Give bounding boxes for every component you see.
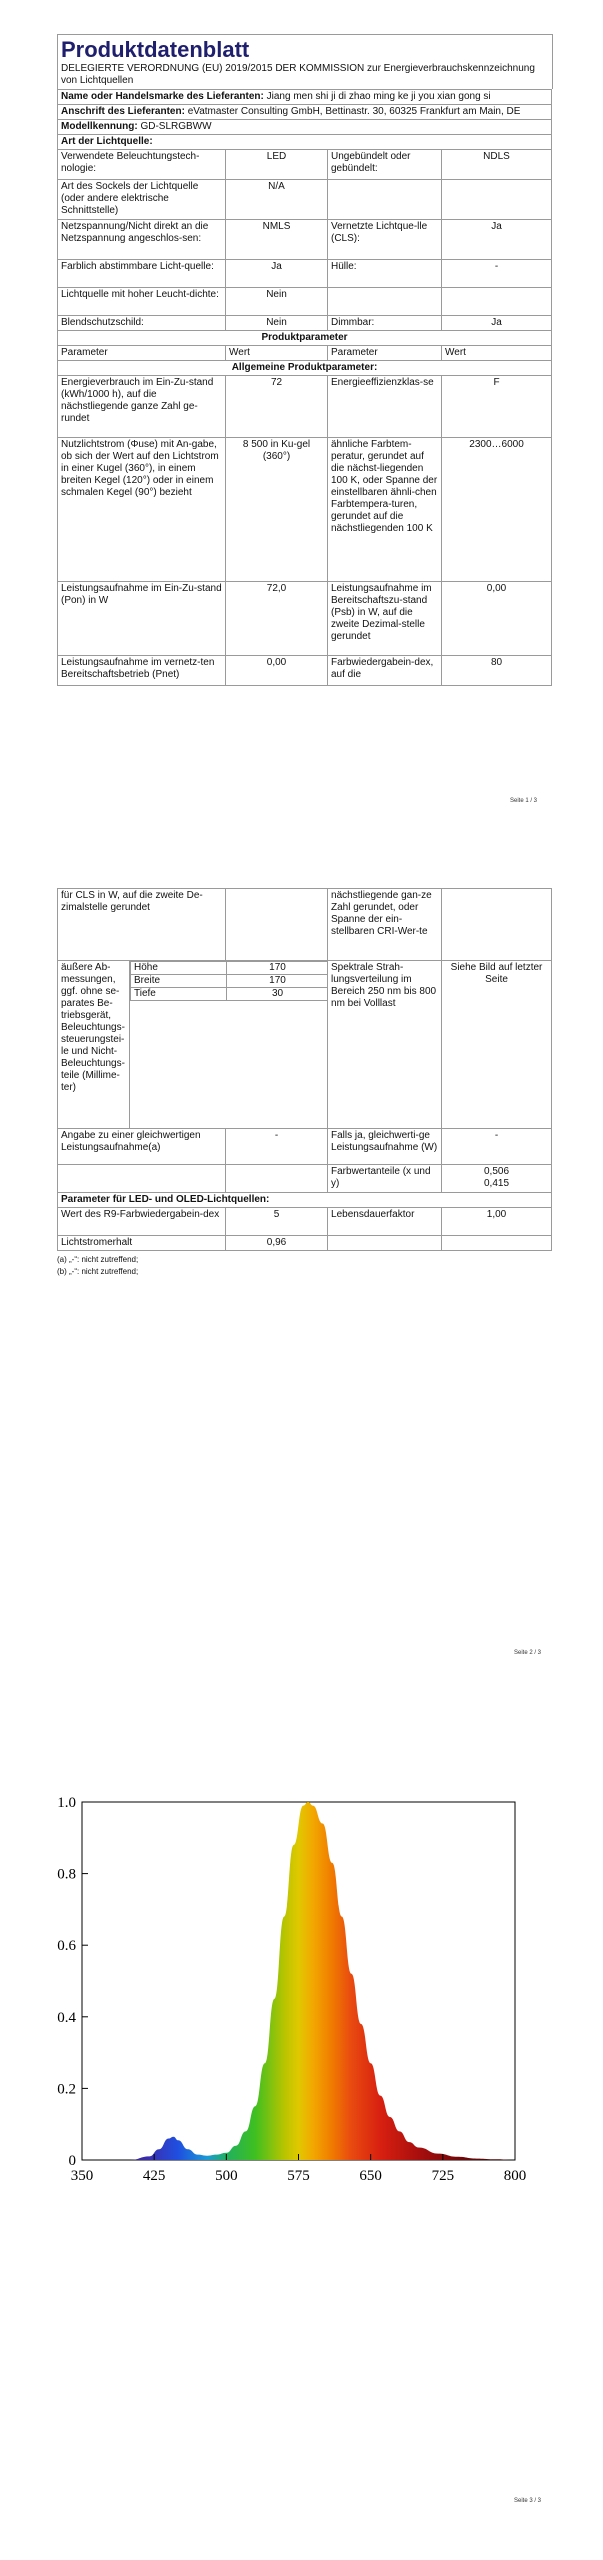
plot-area	[57, 1795, 526, 2184]
cell-technology-label: Verwendete Beleuchtungstech-nologie:	[58, 150, 226, 180]
cell-equivalent-power-value: -	[226, 1129, 328, 1165]
table-row	[58, 1208, 552, 1236]
x-tick-label: 650	[359, 2168, 382, 2184]
cell-network-standby-label: Leistungsaufnahme im vernetz-ten Bereitschaftsbetrieb (Pnet)	[58, 656, 226, 686]
cell-empty	[442, 288, 552, 316]
general-params-header-row	[58, 361, 552, 376]
cell-empty	[226, 889, 328, 961]
supplier-name-value: Jiang men shi ji di zhao ming ke ji you xian gong si	[266, 91, 491, 102]
cell-cct-label: ähnliche Farbtem-peratur, gerundet auf die nächst-liegenden 100 K, oder Spanne der einstellbaren ähnli-chen Farbtempera-turen, gerundet auf die nächstliegenden 100 K	[328, 438, 442, 582]
table-row	[58, 582, 552, 656]
cell-cri-value: 80	[442, 656, 552, 686]
document-title: Produktdatenblatt	[61, 37, 250, 62]
cell-survival-label: Lebensdauerfaktor	[328, 1208, 442, 1236]
page-1	[0, 0, 603, 840]
general-info-table	[57, 89, 552, 686]
table-row	[58, 316, 552, 331]
model-row	[58, 120, 552, 135]
cell-cls-value: Ja	[442, 220, 552, 260]
cell-r9-label: Wert des R9-Farbwiedergabein-dex	[58, 1208, 226, 1236]
cell-cri-label: Farbwiedergabein-dex, auf die	[328, 656, 442, 686]
cell-equivalent-watts-label: Falls ja, gleichwerti-ge Leistungsaufnahme (W)	[328, 1129, 442, 1165]
datasheet-page-1	[57, 34, 551, 686]
cell-cap-value: N/A	[226, 180, 328, 220]
dimensions-table	[130, 961, 328, 1001]
cell-network-standby-value: 0,00	[226, 656, 328, 686]
cell-tunable-label: Farblich abstimmbare Licht-quelle:	[58, 260, 226, 288]
cell-dimensions-label: äußere Ab-messungen, ggf. ohne se-parates Be-triebsgerät, Beleuchtungs-steuerungstei-le und Nicht-Beleuchtungs-teile (Millime-ter)	[58, 961, 130, 1129]
supplier-name-label: Name oder Handelsmarke des Lieferanten:	[61, 91, 264, 102]
x-tick-label: 575	[287, 2168, 310, 2184]
table-row	[58, 376, 552, 438]
light-type-header-row	[58, 135, 552, 150]
y-tick-label: 0.8	[57, 1866, 76, 1883]
footnote-a: (a) „-“: nicht zutreffend;	[57, 1255, 139, 1264]
cell-mains-value: NMLS	[226, 220, 328, 260]
supplier-address-row	[58, 105, 552, 120]
dim-depth-value: 30	[227, 988, 328, 1001]
title-block	[57, 34, 553, 89]
table-row	[58, 1129, 552, 1165]
continued-table	[57, 888, 552, 1251]
x-tick-label: 725	[431, 2168, 455, 2184]
cell-flux-maintenance-label: Lichtstromerhalt	[58, 1236, 226, 1251]
led-params-header: Parameter für LED- und OLED-Lichtquellen:	[58, 1193, 552, 1208]
column-header-value: Wert	[442, 346, 552, 361]
cell-energy-label: Energieverbrauch im Ein-Zu-stand (kWh/1000 h), auf die nächstliegende ganze Zahl ge-rundet	[58, 376, 226, 438]
table-row	[131, 988, 328, 1001]
column-header-parameter: Parameter	[58, 346, 226, 361]
table-row	[58, 438, 552, 582]
cell-r9-value: 5	[226, 1208, 328, 1236]
table-row	[58, 260, 552, 288]
cell-glare-value: Nein	[226, 316, 328, 331]
cell-on-power-label: Leistungsaufnahme im Ein-Zu-stand (Pon) in W	[58, 582, 226, 656]
cell-chromaticity-label: Farbwertanteile (x und y)	[328, 1165, 442, 1193]
table-row	[58, 961, 552, 1129]
cell-cct-value: 2300…6000	[442, 438, 552, 582]
cell-mains-label: Netzspannung/Nicht direkt an die Netzspannung angeschlos-sen:	[58, 220, 226, 260]
cell-survival-value: 1,00	[442, 1208, 552, 1236]
cell-luminous-flux-value: 8 500 in Ku-gel (360°)	[226, 438, 328, 582]
table-row	[58, 180, 552, 220]
cell-standby-label: Leistungsaufnahme im Bereitschaftszu-stand (Psb) in W, auf die zweite Dezimal-stelle gerundet	[328, 582, 442, 656]
cell-dimensions	[130, 961, 328, 1129]
product-params-header: Produktparameter	[58, 331, 552, 346]
y-tick-label: 0.2	[57, 2081, 76, 2098]
column-header-parameter: Parameter	[328, 346, 442, 361]
cell-cri-cont: nächstliegende gan-ze Zahl gerundet, oder Spanne der ein-stellbaren CRI-Wer-te	[328, 889, 442, 961]
general-params-header: Allgemeine Produktparameter:	[58, 361, 552, 376]
dim-height-label: Höhe	[131, 962, 227, 975]
regulation-subtitle: DELEGIERTE VERORDNUNG (EU) 2019/2015 DER KOMMISSION zur Energieverbrauchskennzeichnung von Lichtquellen	[61, 63, 535, 86]
cell-envelope-value: -	[442, 260, 552, 288]
cell-luminous-flux-label: Nutzlichtstrom (Φuse) mit An-gabe, ob sich der Wert auf den Lichtstrom in einer Kugel (360°), in einem breiten Kegel (120°) oder in einem schmalen Kegel (90°) bezieht	[58, 438, 226, 582]
cell-efficiency-class-label: Energieeffizienzklas-se	[328, 376, 442, 438]
cell-luminance-value: Nein	[226, 288, 328, 316]
cell-envelope-label: Hülle:	[328, 260, 442, 288]
x-tick-label: 800	[503, 2168, 527, 2184]
table-row	[58, 288, 552, 316]
cell-cls-power-cont: für CLS in W, auf die zweite De-zimalstelle gerundet	[58, 889, 226, 961]
cell-empty	[58, 1165, 226, 1193]
spectrum-svg	[40, 1782, 540, 2222]
cell-energy-value: 72	[226, 376, 328, 438]
cell-empty	[442, 180, 552, 220]
dim-width-value: 170	[227, 975, 328, 988]
table-row	[58, 220, 552, 260]
footnotes	[57, 1254, 551, 1278]
table-row	[58, 150, 552, 180]
cell-empty	[442, 889, 552, 961]
supplier-name-row	[58, 90, 552, 105]
table-row	[58, 889, 552, 961]
cell-tunable-value: Ja	[226, 260, 328, 288]
led-header-row	[58, 1193, 552, 1208]
cell-equivalent-power-label: Angabe zu einer gleichwertigen Leistungsaufnahme(a)	[58, 1129, 226, 1165]
column-header-value: Wert	[226, 346, 328, 361]
cell-cap-label: Art des Sockels der Lichtquelle (oder andere elektrische Schnittstelle)	[58, 180, 226, 220]
x-tick-label: 500	[215, 2168, 238, 2184]
x-tick-label: 350	[70, 2168, 94, 2184]
y-tick-label: 0	[68, 2153, 76, 2169]
column-header-row	[58, 346, 552, 361]
page-number: Seite 2 / 3	[514, 1650, 542, 1656]
cell-standby-value: 0,00	[442, 582, 552, 656]
table-row	[58, 656, 552, 686]
cell-empty	[328, 180, 442, 220]
dim-height-value: 170	[227, 962, 328, 975]
table-row	[58, 1165, 552, 1193]
light-type-header: Art der Lichtquelle:	[58, 135, 552, 150]
page-number: Seite 3 / 3	[514, 2498, 542, 2504]
product-params-header-row	[58, 331, 552, 346]
cell-empty	[442, 1236, 552, 1251]
cell-equivalent-watts-value: -	[442, 1129, 552, 1165]
spectrum-chart	[40, 1782, 540, 2222]
table-row	[131, 975, 328, 988]
dim-width-label: Breite	[131, 975, 227, 988]
y-tick-label: 0.6	[57, 1938, 76, 1955]
model-label: Modellkennung:	[61, 121, 138, 132]
page-2	[0, 860, 603, 1680]
cell-cls-label: Vernetzte Lichtque-lle (CLS):	[328, 220, 442, 260]
cell-dimmable-label: Dimmbar:	[328, 316, 442, 331]
x-tick-label: 425	[142, 2168, 166, 2184]
footnote-b: (b) „-“: nicht zutreffend;	[57, 1267, 139, 1276]
cell-flux-maintenance-value: 0,96	[226, 1236, 328, 1251]
supplier-address-label: Anschrift des Lieferanten:	[61, 106, 185, 117]
supplier-address-value: eVatmaster Consulting GmbH, Bettinastr. 30, 60325 Frankfurt am Main, DE	[187, 106, 521, 117]
page-number: Seite 1 / 3	[510, 798, 538, 804]
y-tick-label: 1.0	[57, 1795, 76, 1811]
cell-empty	[328, 1236, 442, 1251]
cell-spectral-value: Siehe Bild auf letzter Seite	[442, 961, 552, 1129]
cell-directional-label: Ungebündelt oder gebündelt:	[328, 150, 442, 180]
cell-dimmable-value: Ja	[442, 316, 552, 331]
model-value: GD-SLRGBWW	[140, 121, 212, 132]
cell-empty	[226, 1165, 328, 1193]
cell-spectral-label: Spektrale Strah-lungsverteilung im Bereich 250 nm bis 800 nm bei Volllast	[328, 961, 442, 1129]
cell-efficiency-class-value: F	[442, 376, 552, 438]
datasheet-page-2	[57, 888, 551, 1278]
cell-chromaticity-value: 0,506 0,415	[442, 1165, 552, 1193]
table-row	[58, 1236, 552, 1251]
dim-depth-label: Tiefe	[131, 988, 227, 1001]
cell-directional-value: NDLS	[442, 150, 552, 180]
cell-empty	[328, 288, 442, 316]
cell-on-power-value: 72,0	[226, 582, 328, 656]
table-row	[131, 962, 328, 975]
y-tick-label: 0.4	[57, 2009, 76, 2026]
cell-technology-value: LED	[226, 150, 328, 180]
cell-glare-label: Blendschutzschild:	[58, 316, 226, 331]
cell-luminance-label: Lichtquelle mit hoher Leucht-dichte:	[58, 288, 226, 316]
